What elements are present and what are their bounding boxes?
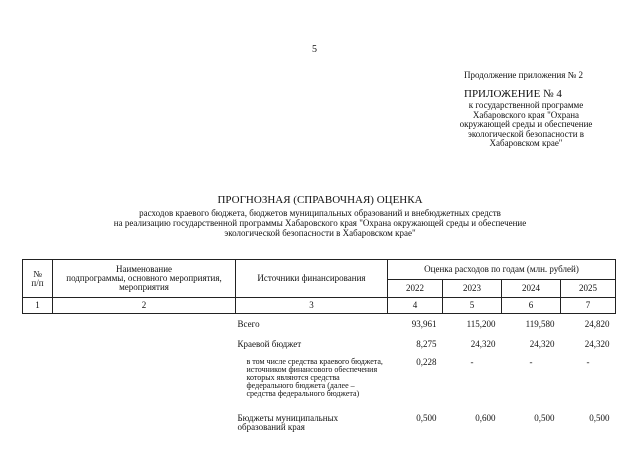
value-cell: 0,500: [534, 412, 555, 423]
column-number: 6: [502, 298, 561, 314]
value-cell: 0,600: [475, 412, 496, 423]
header-estimate: Оценка расходов по годам (млн. рублей): [388, 260, 616, 280]
appendix-line: Хабаровского края "Охрана: [472, 109, 580, 120]
value-cell: -: [470, 356, 474, 367]
header-year: 2025: [561, 280, 616, 298]
subtitle-line: экологической безопасности в Хабаровском крае": [224, 228, 416, 238]
value-cell: 119,580: [525, 319, 555, 329]
value-cell: 93,961: [411, 319, 437, 329]
appendix-line: окружающей среды и обеспечение: [459, 119, 593, 129]
subtitle-line: на реализацию государственной программы Хабаровского края "Охрана окружающей среды и обеспечение: [113, 218, 527, 228]
appendix-reference: [440, 101, 612, 149]
continuation-note: Продолжение приложения № 2: [464, 70, 584, 80]
value-cell: 24,320: [470, 338, 496, 349]
appendix-line: к государственной программе: [468, 100, 584, 110]
header-year: 2022: [388, 280, 443, 298]
header-sources: Источники финансирования: [236, 260, 388, 298]
value-cell: -: [586, 356, 590, 367]
financing-table: [22, 259, 616, 434]
source-label: в том числе средства краевого бюджета, источником финансового обеспечения которых являются средства федерального бюджета (далее – средства федерального бюджета): [246, 356, 383, 399]
value-cell: -: [529, 356, 533, 367]
page-number: 5: [312, 44, 317, 55]
value-cell: 115,200: [466, 319, 496, 329]
column-number: 7: [561, 298, 616, 314]
header-number: № п/п: [23, 260, 53, 298]
column-number: 1: [23, 298, 53, 314]
appendix-line: Хабаровском крае": [489, 138, 563, 148]
appendix-title: ПРИЛОЖЕНИЕ № 4: [464, 88, 562, 100]
column-number: 4: [388, 298, 443, 314]
table-row: [23, 408, 616, 434]
subtitle-line: расходов краевого бюджета, бюджетов муниципальных образований и внебюджетных средств: [139, 208, 501, 218]
value-cell: 8,275: [416, 338, 437, 349]
source-label: Всего: [237, 319, 260, 329]
value-cell: 24,320: [529, 338, 555, 349]
document-subtitle: [60, 208, 580, 238]
header-name: Наименование подпрограммы, основного мероприятия, мероприятия: [53, 260, 236, 298]
table-row: [23, 314, 616, 334]
value-cell: 0,500: [589, 412, 610, 423]
table-row: [23, 334, 616, 352]
source-label: Краевой бюджет: [237, 338, 302, 349]
value-cell: 0,500: [416, 412, 437, 423]
document-title: ПРОГНОЗНАЯ (СПРАВОЧНАЯ) ОЦЕНКА: [217, 194, 423, 206]
value-cell: 24,820: [584, 319, 610, 329]
column-number: 5: [443, 298, 502, 314]
column-number: 3: [236, 298, 388, 314]
column-number: 2: [53, 298, 236, 314]
appendix-line: экологической безопасности в: [467, 128, 585, 139]
table-row: [23, 352, 616, 408]
source-label: Бюджеты муниципальных образований края: [237, 412, 339, 432]
value-cell: 0,228: [416, 356, 437, 367]
header-year: 2024: [502, 280, 561, 298]
header-year: 2023: [443, 280, 502, 298]
value-cell: 24,320: [584, 338, 610, 349]
